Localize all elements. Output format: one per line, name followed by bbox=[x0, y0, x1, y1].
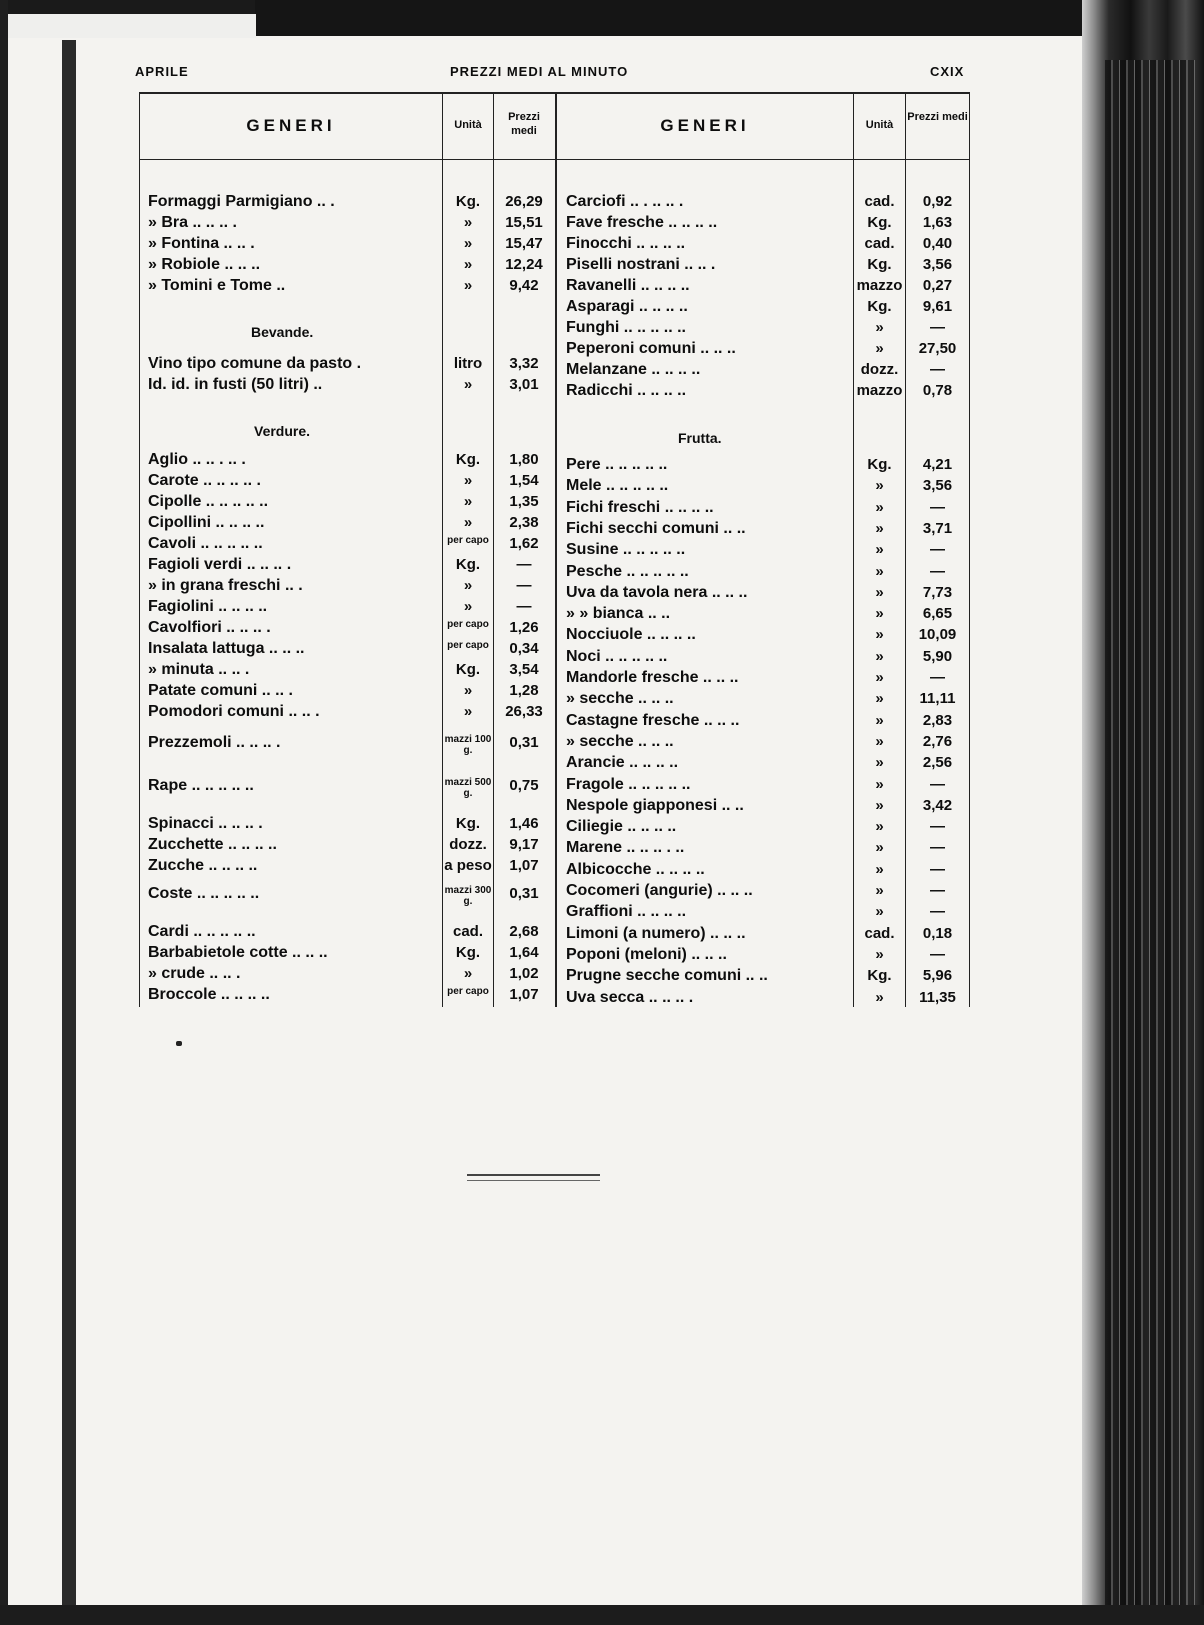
section-title-bevande: Bevande. bbox=[251, 324, 314, 340]
item-unit: mazzo bbox=[856, 277, 903, 294]
item-unit: » bbox=[875, 945, 884, 963]
item-unit: » bbox=[875, 626, 884, 644]
running-header-month: APRILE bbox=[135, 64, 189, 79]
item-unit: Kg. bbox=[455, 556, 481, 573]
item-unit: » bbox=[875, 669, 884, 686]
item-price: 1,64 bbox=[509, 944, 539, 961]
item-unit: dozz. bbox=[449, 836, 487, 853]
item-unit: cad. bbox=[864, 235, 895, 252]
item-unit: » bbox=[463, 703, 473, 720]
item-price: 26,33 bbox=[505, 703, 543, 720]
section-title-verdure: Verdure. bbox=[254, 423, 311, 439]
item-price: 1,28 bbox=[509, 682, 539, 699]
book-binding bbox=[62, 40, 76, 1625]
item-name: » Robiole .. .. .. bbox=[148, 256, 261, 273]
item-name: Formaggi Parmigiano .. . bbox=[148, 193, 335, 210]
scan-shadow-left bbox=[0, 0, 8, 1625]
item-unit: mazzi 300 g. bbox=[444, 885, 492, 907]
item-price: 2,76 bbox=[922, 732, 953, 750]
item-price: 0,78 bbox=[922, 382, 953, 399]
ink-speck bbox=[176, 1041, 182, 1046]
item-name: Id. id. in fusti (50 litri) .. bbox=[148, 376, 323, 393]
item-name: Poponi (meloni) .. .. .. bbox=[566, 945, 727, 963]
item-price: 5,96 bbox=[922, 967, 953, 985]
item-unit: Kg. bbox=[867, 214, 892, 231]
item-unit: cad. bbox=[864, 924, 895, 942]
item-price: 1,62 bbox=[509, 535, 539, 552]
item-name: Insalata lattuga .. .. .. bbox=[148, 640, 305, 657]
item-name: » Fontina .. .. . bbox=[148, 235, 255, 252]
item-unit: » bbox=[875, 818, 884, 836]
item-name: Uva da tavola nera .. .. .. bbox=[566, 583, 748, 601]
item-name: Asparagi .. .. .. .. bbox=[566, 298, 688, 315]
item-unit: » bbox=[463, 577, 473, 594]
item-price: 1,26 bbox=[509, 619, 539, 636]
item-price: 4,21 bbox=[922, 456, 953, 473]
item-name: Melanzane .. .. .. .. bbox=[566, 361, 701, 378]
item-name: Prezzemoli .. .. .. . bbox=[148, 734, 281, 751]
item-price: 0,18 bbox=[922, 924, 953, 942]
item-unit: » bbox=[463, 256, 473, 273]
item-unit: » bbox=[463, 277, 473, 294]
item-unit: » bbox=[875, 775, 884, 793]
item-name: Fichi secchi comuni .. .. bbox=[566, 519, 746, 537]
item-price: 11,11 bbox=[919, 690, 956, 708]
item-price: 11,35 bbox=[919, 988, 956, 1006]
item-name: Ciliegie .. .. .. .. bbox=[566, 818, 677, 836]
item-unit: Kg. bbox=[455, 193, 481, 210]
item-unit: Kg. bbox=[455, 451, 481, 468]
item-name: Broccole .. .. .. .. bbox=[148, 986, 270, 1003]
running-header-page-number: CXIX bbox=[930, 64, 965, 79]
item-unit: » bbox=[463, 598, 473, 615]
item-name: Cardi .. .. .. .. .. bbox=[148, 923, 256, 940]
item-unit: cad. bbox=[864, 193, 895, 210]
item-price: 1,80 bbox=[509, 451, 539, 468]
item-name: Cipollini .. .. .. .. bbox=[148, 514, 265, 531]
item-price: 0,31 bbox=[509, 885, 539, 902]
item-name: Graffioni .. .. .. .. bbox=[566, 903, 687, 921]
item-name: Mele .. .. .. .. .. bbox=[566, 477, 669, 495]
item-price: 12,24 bbox=[505, 256, 543, 273]
item-name: Albicocche .. .. .. .. bbox=[566, 860, 705, 878]
item-price: 2,56 bbox=[922, 754, 953, 772]
item-name: Nespole giapponesi .. .. bbox=[566, 796, 744, 814]
item-unit: Kg. bbox=[455, 944, 481, 961]
item-name: Cocomeri (angurie) .. .. .. bbox=[566, 882, 753, 899]
column-header-generi-right: GENERI bbox=[660, 116, 750, 135]
item-unit: » bbox=[463, 965, 473, 982]
item-name: Aglio .. .. . .. . bbox=[148, 451, 246, 468]
item-unit: cad. bbox=[452, 923, 483, 940]
item-unit: » bbox=[875, 711, 884, 729]
item-name: Finocchi .. .. .. .. bbox=[566, 235, 686, 252]
item-price: — bbox=[930, 361, 945, 378]
item-price: 2,68 bbox=[509, 923, 539, 940]
item-name: Pesche .. .. .. .. .. bbox=[566, 562, 689, 580]
item-unit: » bbox=[463, 214, 473, 231]
item-unit: mazzi 500 g. bbox=[444, 777, 492, 799]
item-unit: » bbox=[875, 605, 884, 623]
item-unit: » bbox=[875, 839, 884, 857]
item-unit: » bbox=[875, 882, 884, 899]
item-name: Ravanelli .. .. .. .. bbox=[566, 277, 690, 294]
item-name: » minuta .. .. . bbox=[148, 661, 250, 678]
item-price: — bbox=[930, 775, 945, 793]
scan-shadow-top-right bbox=[255, 0, 1204, 36]
item-unit: » bbox=[463, 235, 473, 252]
item-unit: » bbox=[875, 732, 884, 750]
item-price: 1,07 bbox=[509, 986, 539, 1003]
item-unit: mazzi 100 g. bbox=[444, 734, 492, 756]
item-name: Fagiolini .. .. .. .. bbox=[148, 598, 268, 615]
item-name: Peperoni comuni .. .. .. bbox=[566, 340, 736, 357]
item-name: Fagioli verdi .. .. .. . bbox=[148, 556, 292, 573]
item-name: Patate comuni .. .. . bbox=[148, 682, 293, 699]
item-price: 0,92 bbox=[922, 193, 953, 210]
item-price: 3,54 bbox=[509, 661, 539, 678]
item-unit: » bbox=[875, 498, 884, 516]
item-price: 0,31 bbox=[509, 734, 539, 751]
running-header-title: PREZZI MEDI AL MINUTO bbox=[450, 64, 629, 79]
item-name: Rape .. .. .. .. .. bbox=[148, 777, 254, 794]
scan-shadow-bottom bbox=[0, 1605, 1204, 1625]
item-price: 0,34 bbox=[509, 640, 539, 657]
item-price: 2,38 bbox=[509, 514, 539, 531]
item-name: Pere .. .. .. .. .. bbox=[566, 456, 668, 473]
item-price: — bbox=[930, 541, 945, 559]
item-price: 1,63 bbox=[922, 214, 953, 231]
item-name: Noci .. .. .. .. .. bbox=[566, 647, 668, 665]
item-price: 1,35 bbox=[509, 493, 539, 510]
item-name: Castagne fresche .. .. .. bbox=[566, 711, 740, 729]
item-unit: Kg. bbox=[455, 661, 481, 678]
item-name: Pomodori comuni .. .. . bbox=[148, 703, 320, 720]
item-unit: per capo bbox=[447, 619, 489, 630]
item-price: 9,61 bbox=[922, 298, 953, 315]
divider-center bbox=[555, 92, 557, 1007]
table-border-right bbox=[969, 92, 970, 1007]
item-price: 3,32 bbox=[509, 355, 539, 372]
item-price: — bbox=[930, 882, 945, 899]
item-name: » Bra .. .. .. . bbox=[148, 214, 237, 231]
item-name: » secche .. .. .. bbox=[566, 732, 674, 750]
item-price: — bbox=[516, 598, 532, 615]
item-unit: per capo bbox=[447, 535, 489, 546]
item-name: Prugne secche comuni .. .. bbox=[566, 967, 768, 985]
item-price: — bbox=[930, 839, 945, 857]
column-header-generi-left: GENERI bbox=[246, 116, 336, 135]
item-unit: per capo bbox=[447, 640, 489, 651]
item-name: » crude .. .. . bbox=[148, 965, 241, 982]
item-name: Vino tipo comune da pasto . bbox=[148, 355, 362, 372]
item-price: — bbox=[930, 818, 945, 836]
item-price: — bbox=[516, 556, 532, 573]
item-price: 6,65 bbox=[922, 605, 953, 623]
item-name: Fichi freschi .. .. .. .. bbox=[566, 498, 714, 516]
item-unit: Kg. bbox=[867, 298, 892, 315]
item-name: Fave fresche .. .. .. .. bbox=[566, 214, 718, 231]
item-price: — bbox=[930, 319, 945, 336]
item-price: 1,46 bbox=[509, 815, 539, 832]
item-name: » Tomini e Tome .. bbox=[148, 277, 286, 294]
item-name: Zucchette .. .. .. .. bbox=[148, 836, 277, 853]
item-unit: » bbox=[875, 690, 884, 708]
item-unit: Kg. bbox=[867, 256, 892, 273]
end-of-table-rule bbox=[467, 1174, 600, 1181]
item-price: — bbox=[930, 498, 945, 516]
item-name: Marene .. .. .. . .. bbox=[566, 839, 685, 857]
item-unit: mazzo bbox=[856, 382, 903, 399]
item-unit: dozz. bbox=[860, 361, 899, 378]
item-name: Funghi .. .. .. .. .. bbox=[566, 319, 686, 336]
column-header-unita-left: Unità bbox=[454, 119, 482, 131]
item-name: Limoni (a numero) .. .. .. bbox=[566, 924, 746, 942]
item-name: Radicchi .. .. .. .. bbox=[566, 382, 687, 399]
item-price: 1,07 bbox=[509, 857, 539, 874]
item-name: Arancie .. .. .. .. bbox=[566, 754, 679, 772]
item-name: Fragole .. .. .. .. .. bbox=[566, 775, 691, 793]
item-unit: » bbox=[875, 477, 884, 495]
item-name: Susine .. .. .. .. .. bbox=[566, 541, 686, 559]
item-name: Cavoli .. .. .. .. .. bbox=[148, 535, 263, 552]
item-price: 9,42 bbox=[509, 277, 539, 294]
item-price: 0,27 bbox=[922, 277, 953, 294]
item-name: Cavolfiori .. .. .. . bbox=[148, 619, 271, 636]
item-unit: » bbox=[875, 988, 884, 1006]
item-name: Mandorle fresche .. .. .. bbox=[566, 669, 739, 686]
item-unit: a peso bbox=[444, 857, 492, 874]
item-price: 15,47 bbox=[505, 235, 543, 252]
item-unit: per capo bbox=[447, 986, 489, 997]
item-unit: litro bbox=[453, 355, 483, 372]
item-name: Spinacci .. .. .. . bbox=[148, 815, 263, 832]
item-price: 7,73 bbox=[922, 583, 953, 601]
item-price: — bbox=[930, 669, 945, 686]
section-title-frutta: Frutta. bbox=[678, 430, 722, 446]
item-name: » in grana freschi .. . bbox=[148, 577, 303, 594]
item-price: — bbox=[930, 945, 945, 963]
item-unit: Kg. bbox=[455, 815, 481, 832]
item-price: 1,54 bbox=[509, 472, 539, 489]
item-unit: » bbox=[875, 754, 884, 772]
item-name: Carciofi .. . .. .. . bbox=[566, 193, 684, 210]
item-unit: » bbox=[463, 376, 473, 393]
item-price: 0,75 bbox=[509, 777, 539, 794]
column-header-prezzi-left: Prezzi medi bbox=[508, 111, 540, 137]
item-unit: Kg. bbox=[867, 967, 892, 985]
item-price: 15,51 bbox=[505, 214, 543, 231]
item-name: » » bianca .. .. bbox=[566, 605, 671, 623]
item-unit: » bbox=[463, 682, 473, 699]
item-price: 3,01 bbox=[509, 376, 539, 393]
item-price: — bbox=[930, 562, 945, 580]
item-price: — bbox=[516, 577, 532, 594]
item-price: 3,71 bbox=[922, 519, 953, 537]
item-unit: Kg. bbox=[867, 456, 892, 473]
item-name: Zucche .. .. .. .. bbox=[148, 857, 258, 874]
item-name: Coste .. .. .. .. .. bbox=[148, 885, 260, 902]
item-price: 0,40 bbox=[922, 235, 953, 252]
column-header-prezzi-right: Prezzi medi bbox=[907, 111, 968, 123]
item-name: Piselli nostrani .. .. . bbox=[566, 256, 716, 273]
item-price: 5,90 bbox=[922, 647, 953, 665]
item-price: 1,02 bbox=[509, 965, 539, 982]
item-name: Barbabietole cotte .. .. .. bbox=[148, 944, 328, 961]
item-name: Nocciuole .. .. .. .. bbox=[566, 626, 696, 644]
item-price: 2,83 bbox=[922, 711, 953, 729]
item-unit: » bbox=[875, 541, 884, 559]
table-border-left bbox=[139, 92, 140, 1007]
item-unit: » bbox=[875, 903, 884, 921]
item-price: 3,56 bbox=[922, 256, 953, 273]
item-name: Uva secca .. .. .. . bbox=[566, 988, 694, 1006]
item-price: 10,09 bbox=[918, 626, 957, 644]
previous-page-corner bbox=[8, 14, 256, 38]
item-unit: » bbox=[463, 472, 473, 489]
item-unit: » bbox=[875, 860, 884, 878]
item-name: Cipolle .. .. .. .. .. bbox=[148, 493, 269, 510]
item-unit: » bbox=[463, 493, 473, 510]
column-header-unita-right: Unità bbox=[865, 119, 894, 131]
item-price: 26,29 bbox=[505, 193, 543, 210]
item-unit: » bbox=[875, 562, 884, 580]
item-price: 27,50 bbox=[918, 340, 957, 357]
item-price: 3,56 bbox=[922, 477, 953, 495]
item-unit: » bbox=[875, 519, 884, 537]
item-name: Carote .. .. .. .. . bbox=[148, 472, 261, 489]
item-unit: » bbox=[463, 514, 473, 531]
item-name: » secche .. .. .. bbox=[566, 690, 674, 708]
item-price: 9,17 bbox=[509, 836, 539, 853]
item-price: — bbox=[930, 903, 945, 921]
item-unit: » bbox=[875, 647, 884, 665]
item-unit: » bbox=[875, 583, 884, 601]
item-unit: » bbox=[875, 796, 884, 814]
book-page-edge-strips bbox=[1105, 60, 1195, 1620]
item-price: 3,42 bbox=[922, 796, 953, 814]
item-price: — bbox=[930, 860, 945, 878]
item-unit: » bbox=[875, 340, 884, 357]
item-unit: » bbox=[875, 319, 884, 336]
